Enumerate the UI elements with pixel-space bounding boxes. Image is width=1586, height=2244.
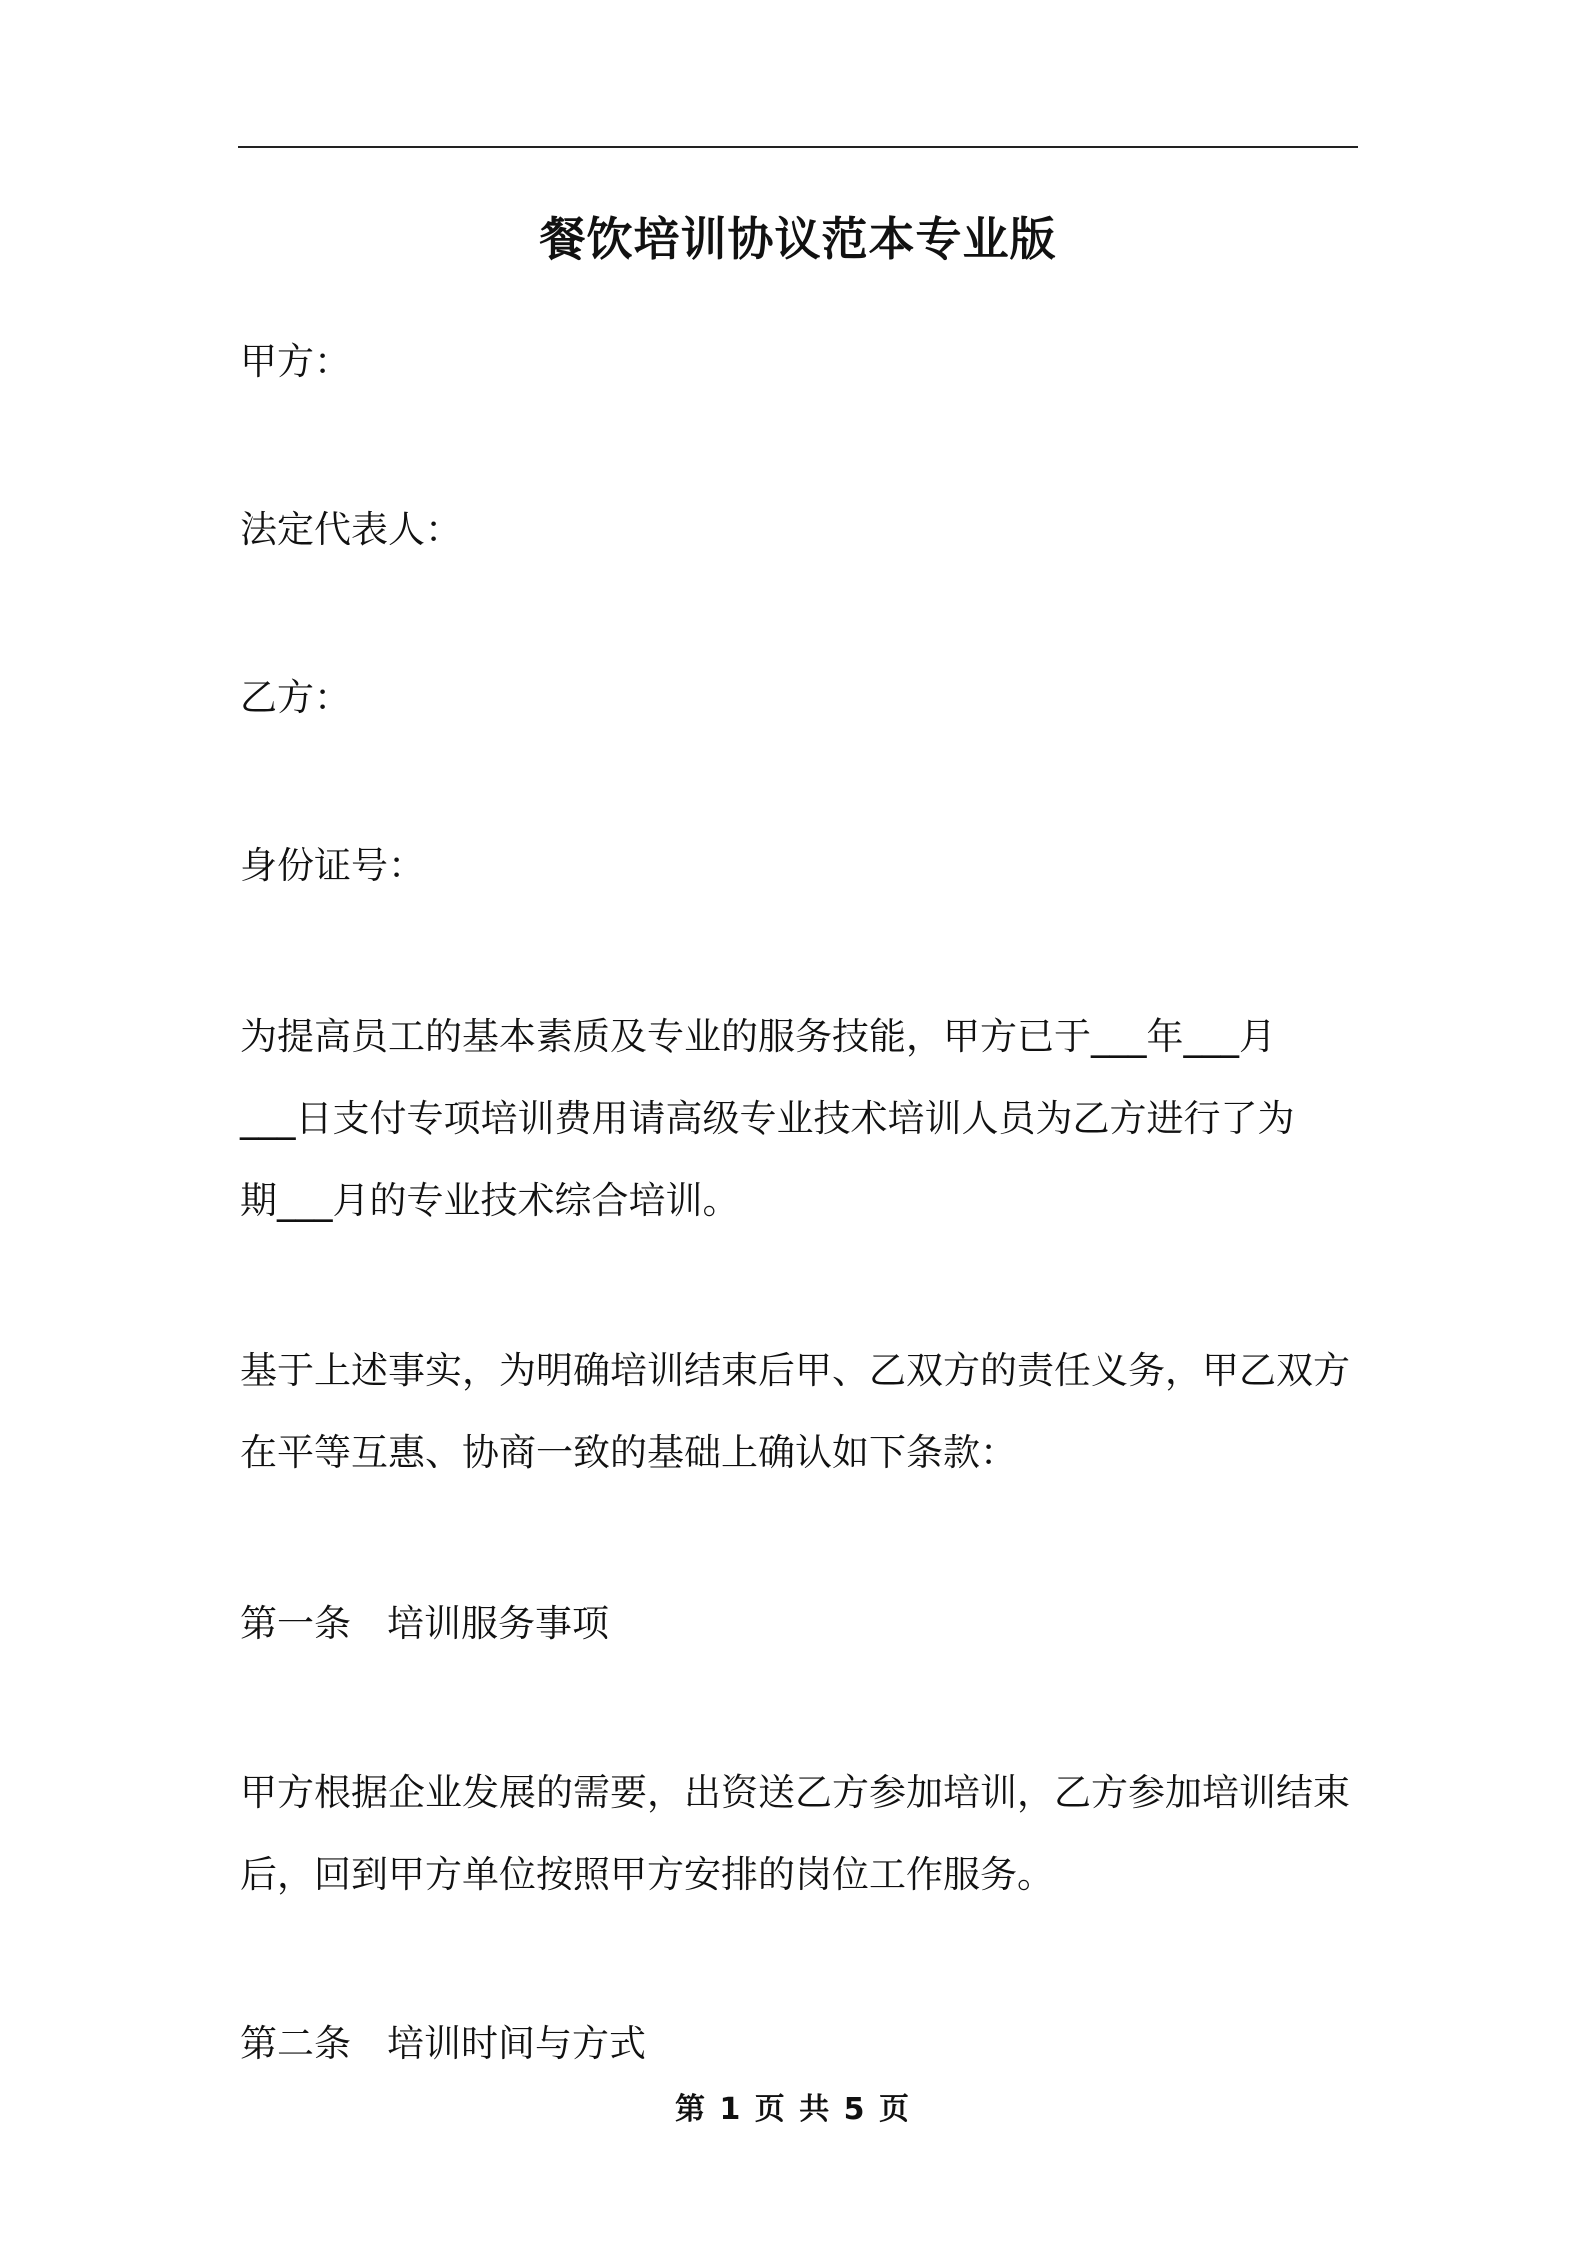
- id-number-label: 身份证号：: [240, 844, 425, 887]
- header-rule: [238, 146, 1358, 148]
- article-2-heading: [240, 2016, 1360, 2072]
- article-2-number: 第二条: [240, 2022, 351, 2065]
- document-title: 餐饮培训协议范本专业版: [539, 212, 1057, 266]
- intro-paragraph: [240, 996, 1360, 1242]
- article-1-number: 第一条: [240, 1602, 351, 1645]
- intro-line: 期___月的专业技术综合培训。: [240, 1179, 740, 1222]
- article-1-title: 培训服务事项: [387, 1602, 609, 1645]
- party-b-label: 乙方：: [240, 676, 351, 719]
- party-a-label: 甲方：: [240, 340, 351, 383]
- legal-representative-label: 法定代表人：: [240, 508, 462, 551]
- article-2-title: 培训时间与方式: [387, 2022, 646, 2065]
- basis-line: 基于上述事实，为明确培训结束后甲、乙双方的责任义务，甲乙双方: [240, 1349, 1350, 1392]
- article-1-line: 后，回到甲方单位按照甲方安排的岗位工作服务。: [240, 1853, 1054, 1896]
- article-1-line: 甲方根据企业发展的需要，出资送乙方参加培训，乙方参加培训结束: [240, 1771, 1350, 1814]
- basis-line: 在平等互惠、协商一致的基础上确认如下条款：: [240, 1431, 1017, 1474]
- page-indicator: 第 1 页 共 5 页: [675, 2092, 911, 2127]
- article-1-heading: [240, 1596, 1360, 1652]
- intro-line: 为提高员工的基本素质及专业的服务技能，甲方已于___年___月: [240, 1015, 1276, 1058]
- basis-paragraph: [240, 1330, 1360, 1494]
- intro-line: ___日支付专项培训费用请高级专业技术培训人员为乙方进行了为: [240, 1097, 1295, 1140]
- article-1-paragraph: [240, 1752, 1360, 1916]
